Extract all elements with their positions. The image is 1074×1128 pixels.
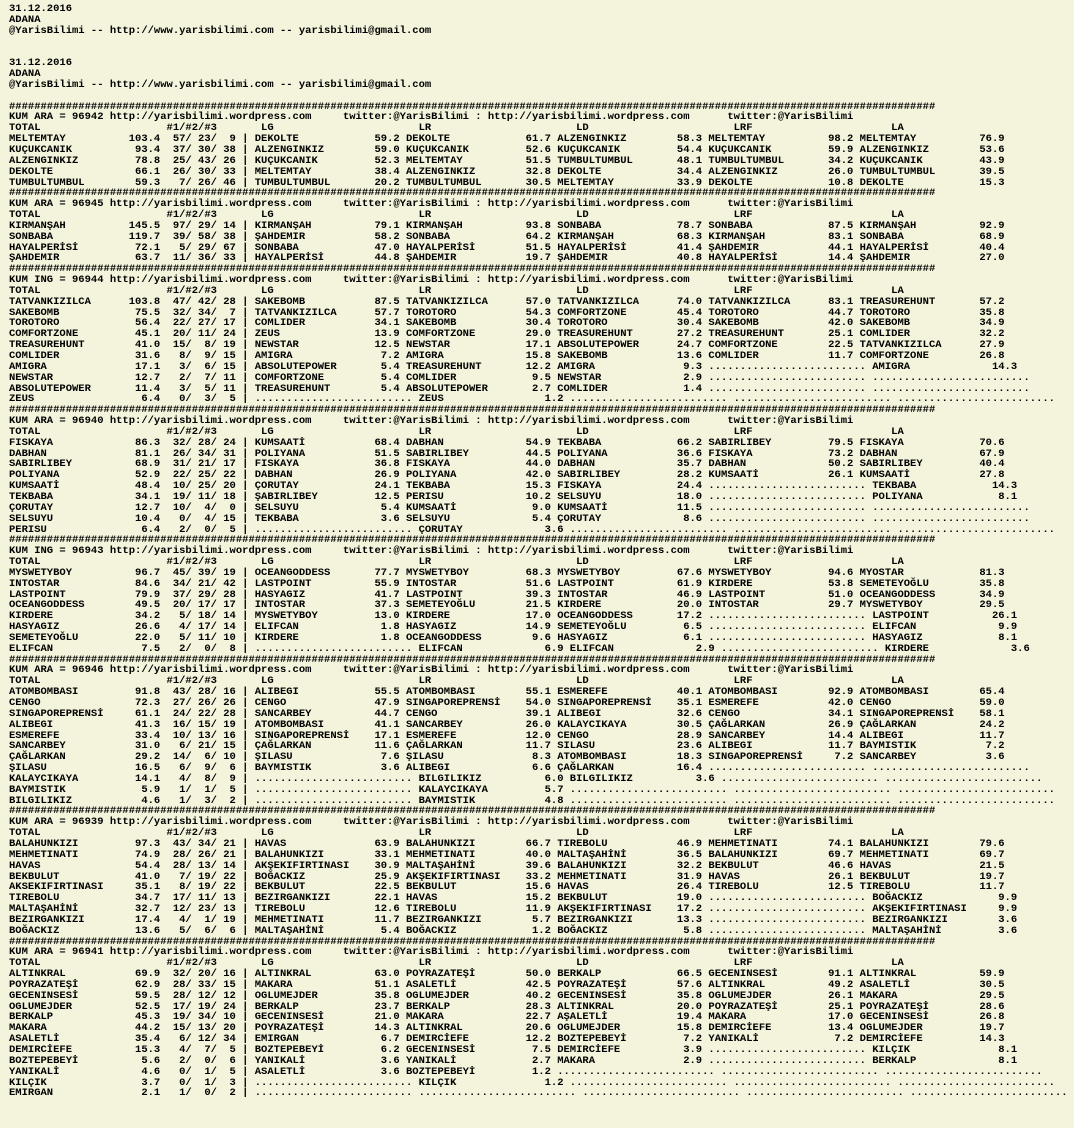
report-line [9, 37, 1074, 48]
report-line: HASYAGIZ 26.6 4/ 17/ 14 | ELIFCAN 1.8 HASYAGIZ 14.9 SEMETEYOĞLU 6.5 ......................... ELIFCAN 9.9 [9, 621, 1018, 634]
report-line: TREASUREHUNT 41.0 15/ 8/ 19 | NEWSTAR 12.5 NEWSTAR 17.1 ABSOLUTEPOWER 24.7 COMFORTZONE 22.5 TATVANKIZILCA 27.9 [9, 339, 1005, 352]
report-line: POLIYANA 52.9 22/ 25/ 22 | DABHAN 26.9 POLIYANA 42.0 SABIRLIBEY 28.2 KUMSAATİ 26.1 KUMSAATİ 27.8 [9, 469, 1005, 482]
report-line [9, 47, 1074, 58]
report-line: ŞAHDEMIR 63.7 11/ 36/ 33 | HAYALPERİSİ 44.8 ŞAHDEMIR 19.7 ŞAHDEMIR 40.8 HAYALPERİSİ 14.4 ŞAHDEMIR 27.0 [9, 252, 1005, 265]
report-line: BILGILIKIZ 4.6 1/ 3/ 2 | ......................... BAYMISTIK 4.8 ......................... ......................... ......................... [9, 794, 1055, 807]
report-line: AMIGRA 17.1 3/ 6/ 15 | ABSOLUTEPOWER 5.4 TREASUREHUNT 12.2 AMIGRA 9.3 ......................... AMIGRA 14.3 [9, 360, 1018, 373]
report-line: FISKAYA 86.3 32/ 28/ 24 | KUMSAATİ 68.4 DABHAN 54.9 TEKBABA 66.2 SABIRLIBEY 79.5 FISKAYA 70.6 [9, 436, 1005, 449]
report-line: BALAHUNKIZI 97.3 43/ 34/ 21 | HAVAS 63.9 BALAHUNKIZI 66.7 TIREBOLU 46.9 MEHMETINATI 74.1 BALAHUNKIZI 79.6 [9, 837, 1005, 850]
report-line: HAYALPERİSİ 72.1 5/ 29/ 67 | SONBABA 47.0 HAYALPERİSİ 51.5 HAYALPERİSİ 41.4 ŞAHDEMIR 44.1 HAYALPERİSİ 40.4 [9, 241, 1005, 254]
report-line: GECENINSESİ 59.5 28/ 12/ 12 | OGLUMEJDER 35.8 OGLUMEJDER 40.2 GECENINSESİ 35.8 OGLUMEJDER 26.1 MAKARA 29.5 [9, 989, 1005, 1002]
report-line: 31.12.2016 [9, 57, 73, 70]
report-line: ZEUS 6.4 0/ 3/ 5 | ......................... ZEUS 1.2 ......................... ......................... ......................... [9, 393, 1055, 406]
report-line: NEWSTAR 12.7 2/ 7/ 11 | COMFORTZONE 5.4 COMLIDER 9.5 NEWSTAR 2.9 ......................... ......................... [9, 371, 1030, 384]
report-line: SELSUYU 10.4 0/ 4/ 15 | TEKBABA 3.6 SELSUYU 5.4 ÇORUTAY 8.6 ......................... ......................... [9, 512, 1030, 525]
report-line: TOROTORO 56.4 22/ 27/ 17 | COMLIDER 34.1 SAKEBOMB 30.4 TOROTORO 30.4 SAKEBOMB 42.0 SAKEBOMB 34.9 [9, 317, 1005, 330]
report-line: KUM ARA = 96946 http://yarisbilimi.wordpress.com twitter:@YarisBilimi : http://yarisbilimi.wordpress.com twitter:@YarisBilimi [9, 664, 854, 677]
report-line: BAYMISTIK 5.9 1/ 1/ 5 | ......................... KALAYCIKAYA 5.7 ......................... ......................... ......................... [9, 783, 1055, 796]
report-line: TOTAL #1/#2/#3 LG LR LD LRF LA [9, 556, 904, 569]
report-line: ASALETLİ 35.4 6/ 12/ 34 | EMIRGAN 6.7 DEMIRCİEFE 12.2 BOZTEPEBEYİ 7.2 YANIKALİ 7.2 DEMIRCİEFE 14.3 [9, 1033, 1005, 1046]
report-line: KUMSAATİ 48.4 10/ 25/ 20 | ÇORUTAY 24.1 TEKBABA 15.3 FISKAYA 24.4 ......................... TEKBABA 14.3 [9, 480, 1018, 493]
report-line: ADANA [9, 68, 41, 81]
report-line: DABHAN 81.1 26/ 34/ 31 | POLIYANA 51.5 SABIRLIBEY 44.5 POLIYANA 36.6 FISKAYA 73.2 DABHAN 67.9 [9, 447, 1005, 460]
report-line: EMIRGAN 2.1 1/ 0/ 2 | ......................... ......................... ......................... ......................... ......................... [9, 1087, 1068, 1100]
report-line [9, 91, 1074, 102]
report-line: YANIKALİ 4.6 0/ 1/ 5 | ASALETLİ 3.6 BOZTEPEBEYİ 1.2 ......................... ......................... ......................... [9, 1065, 1043, 1078]
report-line: LASTPOINT 79.9 37/ 29/ 28 | HASYAGIZ 41.7 LASTPOINT 39.3 INTOSTAR 46.9 LASTPOINT 51.0 OCEANGODDESS 34.9 [9, 588, 1005, 601]
report-line: @YarisBilimi -- http://www.yarisbilimi.com -- yarisbilimi@gmail.com [9, 24, 432, 37]
report-line: MALTAŞAHİNİ 32.7 12/ 23/ 13 | TIREBOLU 12.6 TIREBOLU 11.9 AKŞEKIFIRTINASI 17.2 ......................... AKŞEKIFIRTINASI 9.9 [9, 903, 1018, 916]
report-line: ŞILASU 16.5 6/ 9/ 6 | BAYMISTIK 3.6 ALIBEGI 6.6 ÇAĞLARKAN 16.4 ......................... ......................... [9, 762, 1030, 775]
report-line: TATVANKIZILCA 103.8 47/ 42/ 28 | SAKEBOMB 87.5 TATVANKIZILCA 57.0 TATVANKIZILCA 74.0 TATVANKIZILCA 83.1 TREASUREHUNT 57.2 [9, 295, 1005, 308]
report-line: 31.12.2016 [9, 3, 73, 15]
report-line: ################################################################################################################################################### [9, 534, 936, 547]
report-line: ESMEREFE 33.4 10/ 13/ 16 | SINGAPOREPRENSİ 17.1 ESMEREFE 12.0 CENGO 28.9 SANCARBEY 14.4 ALIBEGI 11.7 [9, 729, 1005, 742]
report-line: PERISU 6.4 2/ 0/ 5 | ......................... ÇORUTAY 3.6 ......................... ......................... ......................... [9, 523, 1055, 536]
report-line: BOZTEPEBEYİ 5.6 2/ 0/ 6 | YANIKALİ 3.6 YANIKALİ 2.7 MAKARA 2.9 ......................... BERKALP 8.1 [9, 1054, 1018, 1067]
report-line: KUM ING = 96944 http://yarisbilimi.wordpress.com twitter:@YarisBilimi : http://yarisbilimi.wordpress.com twitter:@YarisBilimi [9, 274, 854, 287]
report-line: ALIBEGI 41.3 16/ 15/ 19 | ATOMBOMBASI 41.1 SANCARBEY 26.0 KALAYCIKAYA 30.5 ÇAĞLARKAN 26.9 ÇAĞLARKAN 24.2 [9, 718, 1005, 731]
report-line: TOTAL #1/#2/#3 LG LR LD LRF LA [9, 957, 904, 970]
report-line: ATOMBOMBASI 91.8 43/ 28/ 16 | ALIBEGI 55.5 ATOMBOMBASI 55.1 ESMEREFE 40.1 ATOMBOMBASI 92.9 ATOMBOMBASI 65.4 [9, 686, 1005, 699]
report-line: TEKBABA 34.1 19/ 11/ 18 | ŞABIRLIBEY 12.5 PERISU 10.2 SELSUYU 18.0 ......................... POLIYANA 8.1 [9, 490, 1018, 503]
report-line: COMLIDER 31.6 8/ 9/ 15 | AMIGRA 7.2 AMIGRA 15.8 SAKEBOMB 13.6 COMLIDER 11.7 COMFORTZONE 26.8 [9, 350, 1005, 362]
report-line: COMFORTZONE 45.1 20/ 11/ 24 | ZEUS 13.9 COMFORTZONE 29.0 TREASUREHUNT 27.2 TREASUREHUNT 25.1 COMLIDER 32.2 [9, 328, 1005, 341]
report-line: ################################################################################################################################################### [9, 404, 936, 417]
report-line: ################################################################################################################################################### [9, 653, 936, 666]
report-line: DEKOLTE 66.1 26/ 30/ 33 | MELTEMTAY 38.4 ALZENGINKIZ 32.8 DEKOLTE 34.4 ALZENGINKIZ 26.0 TUMBULTUMBUL 39.5 [9, 165, 1005, 178]
report-line: TUMBULTUMBUL 59.3 7/ 26/ 46 | TUMBULTUMBUL 20.2 TUMBULTUMBUL 30.5 MELTEMTAY 33.9 DEKOLTE 10.8 DEKOLTE 15.3 [9, 176, 1005, 189]
report-line: AKSEKIFIRTINASI 35.1 8/ 19/ 22 | BEKBULUT 22.5 BEKBULUT 15.6 HAVAS 26.4 TIREBOLU 12.5 TIREBOLU 11.7 [9, 881, 1005, 894]
report-line: ################################################################################################################################################### [9, 805, 936, 818]
report-line: BEKBULUT 41.0 7/ 19/ 22 | BOĞACKIZ 25.9 AKŞEKIFIRTINASI 33.2 MEHMETINATI 31.9 HAVAS 26.1 BEKBULUT 19.7 [9, 870, 1005, 883]
report-line: ÇORUTAY 12.7 10/ 4/ 0 | SELSUYU 5.4 KUMSAATİ 9.0 KUMSAATİ 11.5 ......................... ......................... [9, 501, 1030, 514]
report-line: @YarisBilimi -- http://www.yarisbilimi.com -- yarisbilimi@gmail.com [9, 78, 432, 91]
report-line: TOTAL #1/#2/#3 LG LR LD LRF LA [9, 425, 904, 438]
report-line: KUM ARA = 96939 http://yarisbilimi.wordpress.com twitter:@YarisBilimi : http://yarisbilimi.wordpress.com twitter:@YarisBilimi [9, 816, 854, 829]
report-line: KUM ING = 96943 http://yarisbilimi.wordpress.com twitter:@YarisBilimi : http://yarisbilimi.wordpress.com twitter:@YarisBilimi [9, 545, 854, 558]
report-line: KUM ARA = 96940 http://yarisbilimi.wordpress.com twitter:@YarisBilimi : http://yarisbilimi.wordpress.com twitter:@YarisBilimi [9, 415, 854, 428]
report-line: KIRDERE 34.2 5/ 18/ 14 | MYSWETYBOY 13.0 KIRDERE 17.0 OCEANGODDESS 17.2 ......................... LASTPOINT 26.1 [9, 610, 1018, 623]
report-line: ################################################################################################################################################### [9, 935, 936, 948]
report-line: BERKALP 45.3 19/ 34/ 10 | GECENINSESİ 21.0 MAKARA 22.7 AŞALETLİ 19.4 MAKARA 17.0 GECENINSESİ 26.8 [9, 1011, 1005, 1024]
report-line: KIRMANŞAH 145.5 97/ 29/ 14 | KIRMANŞAH 79.1 KIRMANŞAH 93.8 SONBABA 78.7 SONBABA 87.5 KIRMANŞAH 92.9 [9, 219, 1005, 232]
report-line: ################################################################################################################################################### [9, 100, 936, 113]
report-line: TOTAL #1/#2/#3 LG LR LD LRF LA [9, 827, 904, 840]
report-line: OCEANGODDESS 49.5 20/ 17/ 17 | INTOSTAR 37.3 SEMETEYOĞLU 21.5 KIRDERE 20.0 INTOSTAR 29.7 MYSWETYBOY 29.5 [9, 599, 1005, 612]
report-line: OGLUMEJDER 52.5 17/ 19/ 24 | BERKALP 23.7 BERKALP 28.3 ALTINKRAL 20.0 POYRAZATEŞİ 25.1 POYRAZATEŞİ 28.6 [9, 1000, 1005, 1013]
report-line: TOTAL #1/#2/#3 LG LR LD LRF LA [9, 209, 904, 222]
report-line: SANCARBEY 31.0 6/ 21/ 15 | ÇAĞLARKAN 11.6 ÇAĞLARKAN 11.7 SILASU 23.6 ALIBEGI 11.7 BAYMISTIK 7.2 [9, 740, 1005, 753]
report-line: ADANA [9, 13, 41, 26]
report-line: KUM ARA = 96942 http://yarisbilimi.wordpress.com twitter:@YarisBilimi : http://yarisbilimi.wordpress.com twitter:@YarisBilimi [9, 111, 854, 124]
report-line: TIREBOLU 34.7 17/ 11/ 13 | BEZIRGANKIZI 22.1 HAVAS 15.2 BEKBULUT 19.0 ......................... BOĞACKIZ 9.9 [9, 892, 1018, 905]
report-line: MEHMETINATI 74.9 28/ 26/ 21 | BALAHUNKIZI 33.1 MEHMETINATI 40.0 MALTAŞAHİNİ 36.5 BALAHUNKIZI 69.7 MEHMETINATI 69.7 [9, 848, 1005, 861]
report-line: CENGO 72.3 27/ 26/ 26 | CENGO 47.9 SINGAPOREPRENSİ 54.0 SINGAPOREPRENSİ 35.1 ESMEREFE 42.0 CENGO 59.0 [9, 697, 1005, 709]
report-line: SINGAPOREPRENSİ 61.1 24/ 22/ 28 | SANCARBEY 44.7 CENGO 39.1 ALIBEGI 32.6 CENGO 34.1 SINGAPOREPRENSİ 58.1 [9, 707, 1005, 720]
report-line: KUM ARA = 96945 http://yarisbilimi.wordpress.com twitter:@YarisBilimi : http://yarisbilimi.wordpress.com twitter:@YarisBilimi [9, 198, 854, 211]
report-line: HAVAS 54.4 28/ 13/ 14 | AKŞEKIFIRTINASI 30.9 MALTAŞAHİNİ 39.6 BALAHUNKIZI 32.2 BEKBULUT 46.6 HAVAS 21.5 [9, 859, 1005, 872]
report-line: TOTAL #1/#2/#3 LG LR LD LRF LA [9, 675, 904, 688]
report-line: DEMIRCİEFE 15.3 4/ 7/ 5 | BOZTEPEBEYİ 6.2 GECENINSESİ 7.5 DEMIRCİEFE 3.9 ......................... KILÇIK 8.1 [9, 1044, 1018, 1056]
report-line: KUÇUKCANIK 93.4 37/ 30/ 38 | ALZENGINKIZ 59.0 KUÇUKCANIK 52.6 KUÇUKCANIK 54.4 KUÇUKCANIK 59.9 ALZENGINKIZ 53.6 [9, 143, 1005, 156]
report-line: TOTAL #1/#2/#3 LG LR LD LRF LA [9, 122, 904, 135]
report-line: ALTINKRAL 69.9 32/ 20/ 16 | ALTINKRAL 63.0 POYRAZATEŞİ 50.0 BERKALP 66.5 GECENINSESİ 91.1 ALTINKRAL 59.9 [9, 968, 1005, 981]
report-line: POYRAZATEŞİ 62.9 28/ 33/ 15 | MAKARA 51.1 ASALETLİ 42.5 POYRAZATEŞİ 57.6 ALTINKRAL 49.2 ASALETLİ 30.5 [9, 978, 1005, 991]
report-line: BOĞACKIZ 13.6 5/ 6/ 6 | MALTAŞAHİNİ 5.4 BOĞACKIZ 1.2 BOĞACKIZ 5.8 ......................... MALTAŞAHİNİ 3.6 [9, 924, 1018, 937]
report-line: ABSOLUTEPOWER 11.4 3/ 5/ 11 | TREASUREHUNT 5.4 ABSOLUTEPOWER 2.7 COMLIDER 1.4 ......................... ......................... [9, 382, 1030, 395]
report-line: KUM ARA = 96941 http://yarisbilimi.wordpress.com twitter:@YarisBilimi : http://yarisbilimi.wordpress.com twitter:@YarisBilimi [9, 946, 854, 959]
report-line: KALAYCIKAYA 14.1 4/ 8/ 9 | ......................... BILGILIKIZ 6.0 BILGILIKIZ 3.6 ......................... ......................... [9, 772, 1043, 785]
report-line: ÇAĞLARKAN 29.2 14/ 6/ 10 | ŞILASU 7.6 ŞILASU 8.3 ATOMBOMBASI 18.3 SINGAPOREPRENSİ 7.2 SANCARBEY 3.6 [9, 751, 1005, 764]
report-line: SAKEBOMB 75.5 32/ 34/ 7 | TATVANKIZILCA 57.7 TOROTORO 54.3 COMFORTZONE 45.4 TOROTORO 44.7 TOROTORO 35.8 [9, 306, 1005, 319]
report-line: TOTAL #1/#2/#3 LG LR LD LRF LA [9, 284, 904, 297]
report-line: ################################################################################################################################################### [9, 263, 936, 276]
report-line: MAKARA 44.2 15/ 13/ 20 | POYRAZATEŞİ 14.3 ALTINKRAL 20.6 OGLUMEJDER 15.8 DEMIRCİEFE 13.4 OGLUMEJDER 19.7 [9, 1022, 1005, 1035]
report-line: ################################################################################################################################################### [9, 187, 936, 200]
report-line: MYSWETYBOY 96.7 45/ 39/ 19 | OCEANGODDESS 77.7 MYSWETYBOY 68.3 MYSWETYBOY 67.6 MYSWETYBOY 94.6 MYOSTAR 81.3 [9, 566, 1005, 579]
report-line: KILÇIK 3.7 0/ 1/ 3 | ......................... KILÇIK 1.2 ......................... ......................... ......................... [9, 1076, 1055, 1089]
report-line: SEMETEYOĞLU 22.0 5/ 11/ 10 | KIRDERE 1.8 OCEANGODDESS 9.6 HASYAGIZ 6.1 ......................... HASYAGIZ 8.1 [9, 631, 1018, 644]
report-line: BEZIRGANKIZI 17.4 4/ 1/ 19 | MEHMETINATI 11.7 BEZIRGANKIZI 5.7 BEZIRGANKIZI 13.3 ......................... BEZIRGANKIZI 3.6 [9, 913, 1018, 926]
report-line: SONBABA 119.7 39/ 58/ 38 | ŞAHDEMIR 58.2 SONBABA 64.2 KIRMANŞAH 68.3 KIRMANŞAH 83.1 SONBABA 68.9 [9, 230, 1005, 243]
report-line: SABIRLIBEY 68.9 31/ 21/ 17 | FISKAYA 36.8 FISKAYA 44.0 DABHAN 35.7 DABHAN 50.2 SABIRLIBEY 40.4 [9, 458, 1005, 471]
report-line: ALZENGINKIZ 78.8 25/ 43/ 26 | KUÇUKCANIK 52.3 MELTEMTAY 51.5 TUMBULTUMBUL 48.1 TUMBULTUMBUL 34.2 KUÇUKCANIK 43.9 [9, 154, 1005, 167]
report-line: MELTEMTAY 103.4 57/ 23/ 9 | DEKOLTE 59.2 DEKOLTE 61.7 ALZENGINKIZ 58.3 MELTEMTAY 98.2 MELTEMTAY 76.9 [9, 133, 1005, 146]
report-line: ELIFCAN 7.5 2/ 0/ 8 | ......................... ELIFCAN 6.9 ELIFCAN 2.9 ......................... KIRDERE 3.6 [9, 642, 1030, 655]
report-line: INTOSTAR 84.6 34/ 21/ 42 | LASTPOINT 55.9 INTOSTAR 51.6 LASTPOINT 61.9 KIRDERE 53.8 SEMETEYOĞLU 35.8 [9, 577, 1005, 590]
